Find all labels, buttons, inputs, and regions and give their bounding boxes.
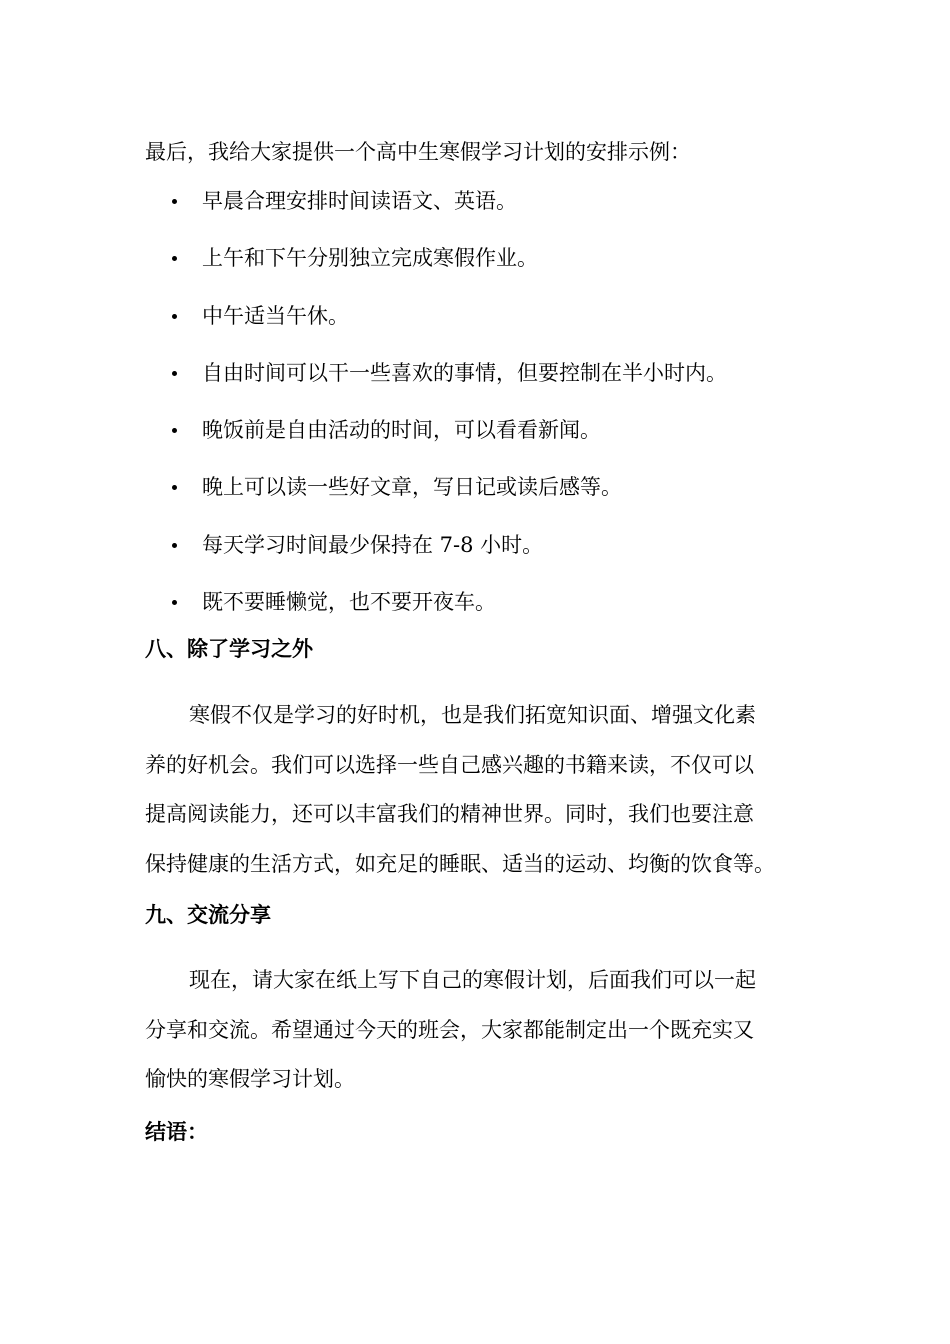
conclusion-heading: 结语： <box>145 1120 208 1144</box>
paragraph-line: 分享和交流。希望通过今天的班会，大家都能制定出一个既充实又 <box>145 1017 754 1042</box>
paragraph-line: 愉快的寒假学习计划。 <box>145 1067 355 1092</box>
bullet-icon <box>172 485 177 490</box>
section-8-paragraph <box>145 691 815 889</box>
section-8-heading: 八、除了学习之外 <box>145 637 313 661</box>
paragraph-line: 寒假不仅是学习的好时机，也是我们拓宽知识面、增强文化素 <box>189 703 756 727</box>
bullet-icon <box>172 428 177 433</box>
bullet-icon <box>172 314 177 319</box>
paragraph-line: 保持健康的生活方式，如充足的睡眠、适当的运动、均衡的饮食等。 <box>145 851 775 876</box>
bullet-icon <box>172 600 177 605</box>
section-9-paragraph <box>145 956 815 1105</box>
section-9-heading: 九、交流分享 <box>145 903 271 927</box>
paragraph-line: 提高阅读能力，还可以丰富我们的精神世界。同时，我们也要注意 <box>145 802 754 827</box>
bullet-icon <box>172 543 177 548</box>
paragraph-line: 养的好机会。我们可以选择一些自己感兴趣的书籍来读，不仅可以 <box>145 752 754 777</box>
bullet-icon <box>172 256 177 261</box>
paragraph-line: 现在，请大家在纸上写下自己的寒假计划，后面我们可以一起 <box>189 968 756 992</box>
intro-paragraph: 最后，我给大家提供一个高中生寒假学习计划的安排示例： <box>145 140 691 164</box>
bullet-icon <box>172 371 177 376</box>
bullet-icon <box>172 199 177 204</box>
